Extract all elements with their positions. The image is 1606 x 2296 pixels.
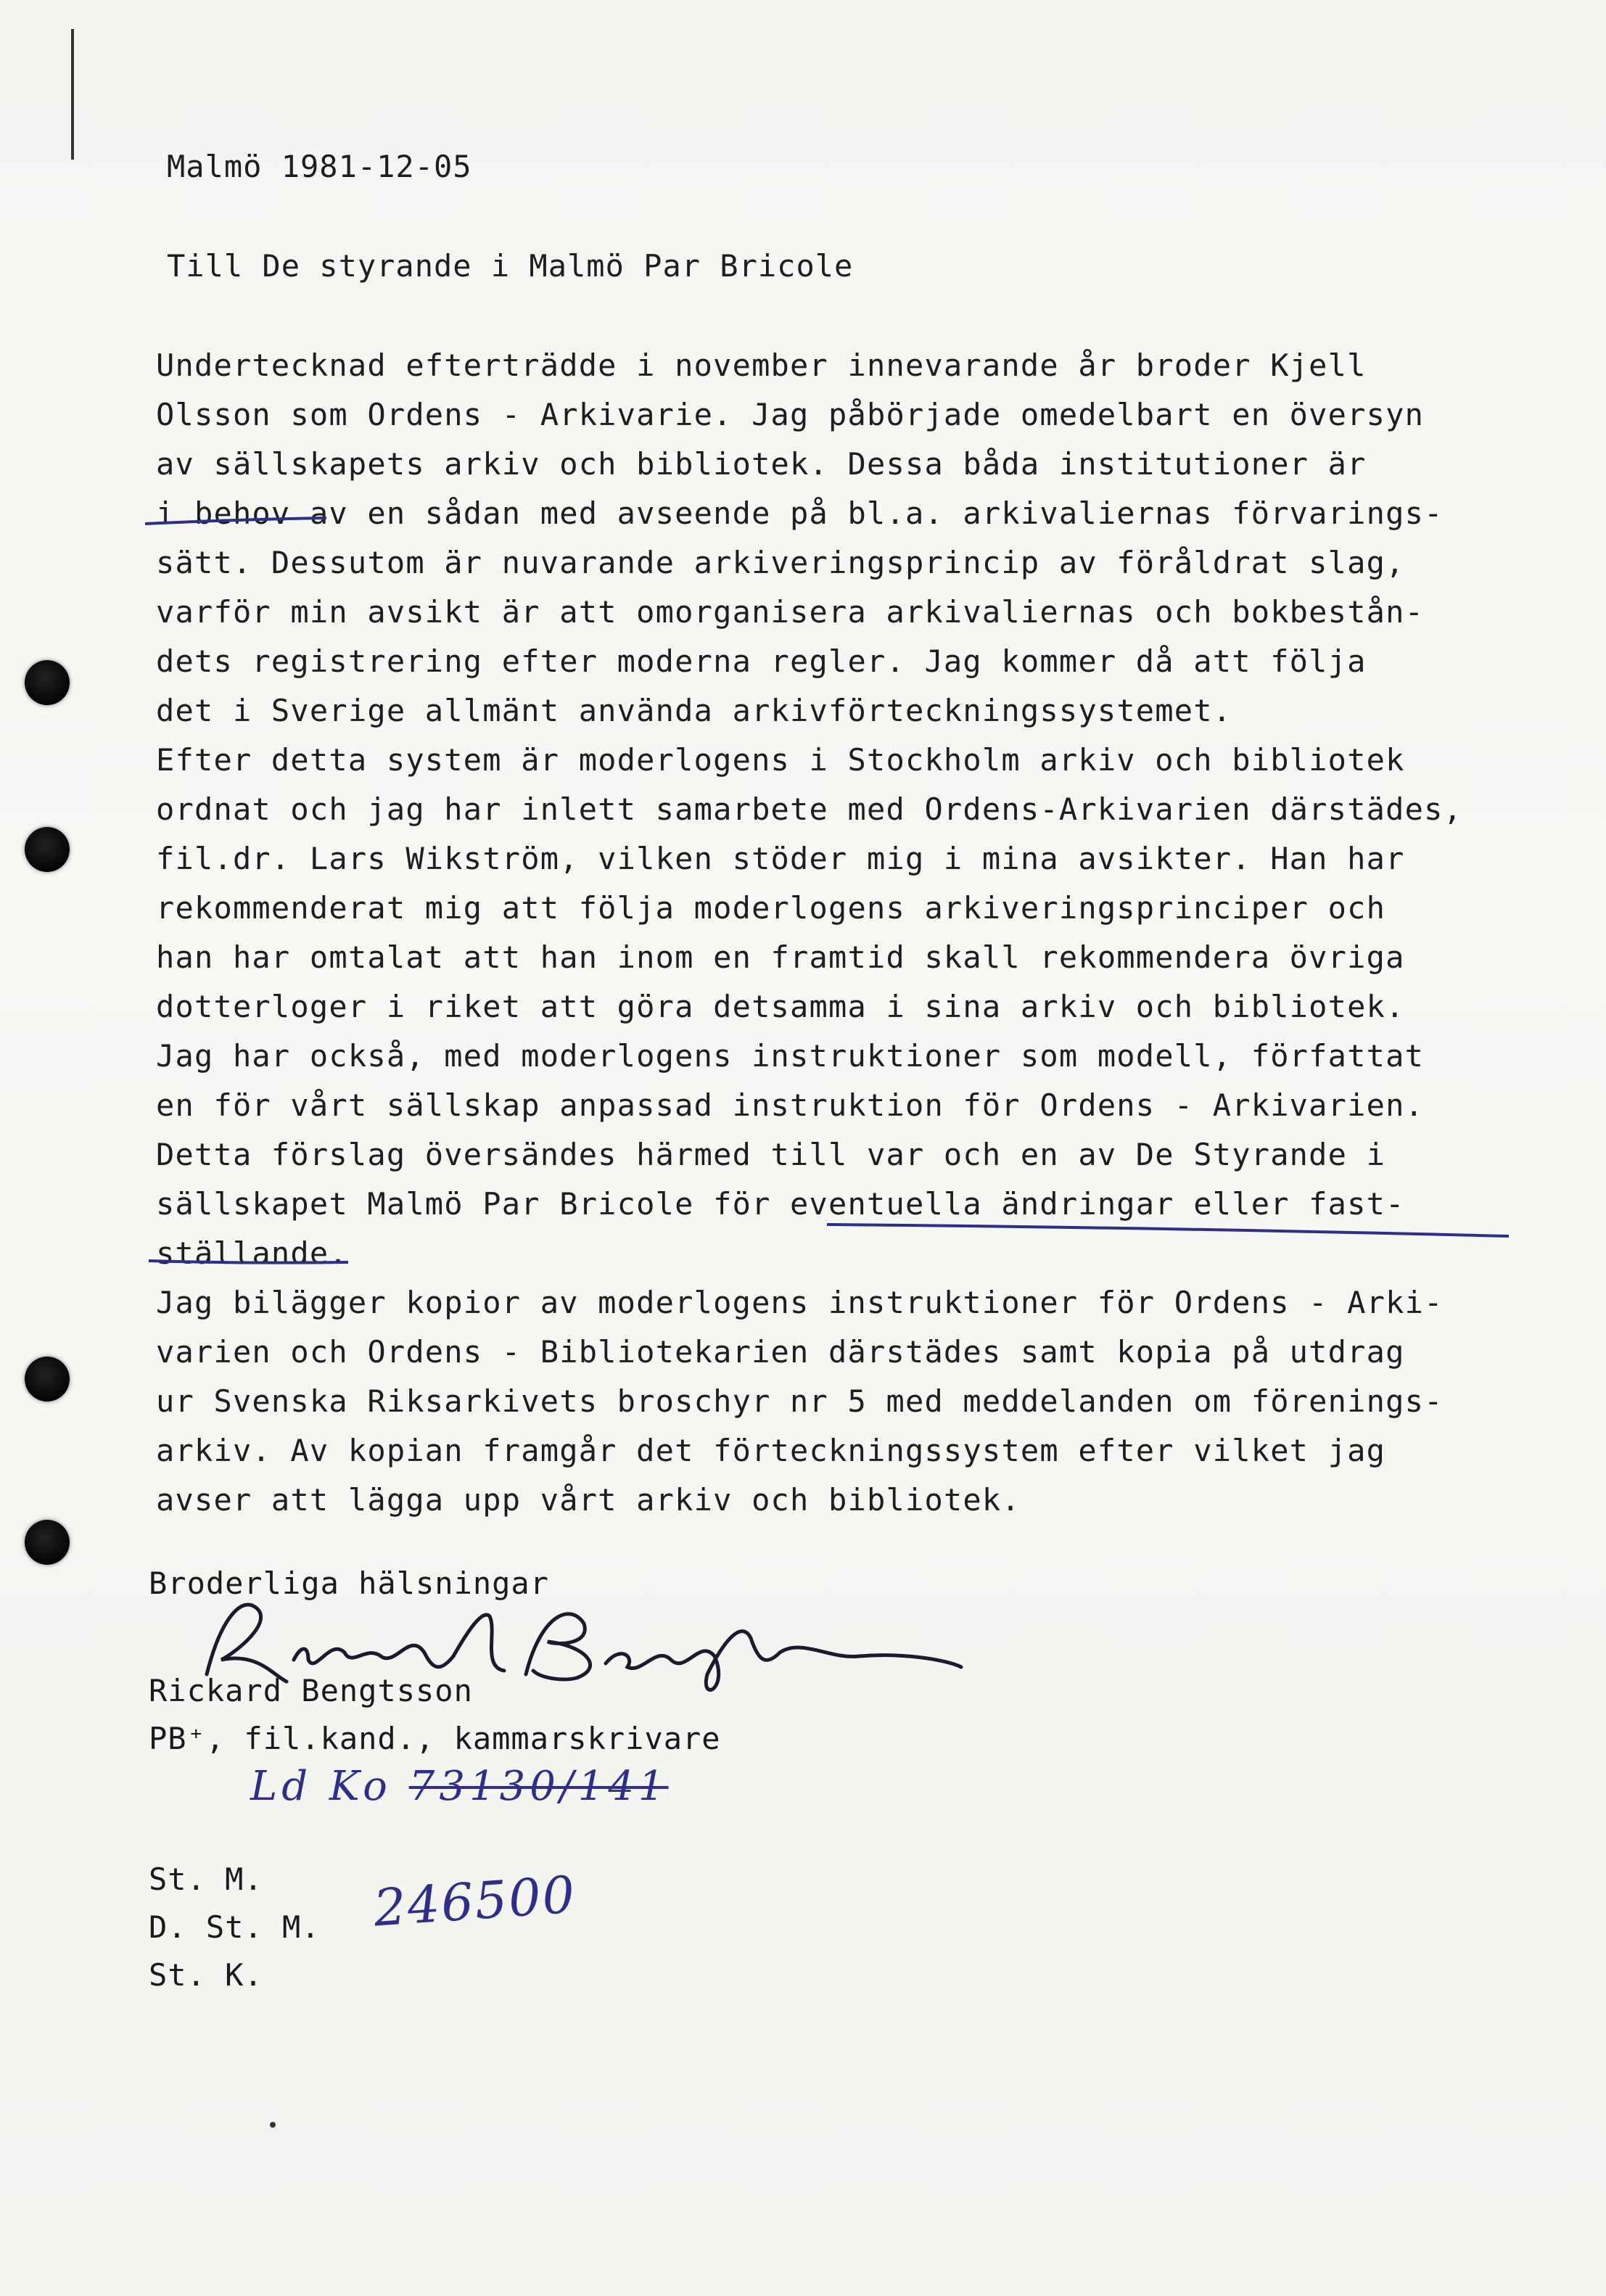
body-line: dets registrering efter moderna regler. Jag kommer då att följa	[156, 643, 1367, 679]
body-line: Detta förslag översändes härmed till var och en av De Styrande i	[156, 1137, 1386, 1172]
body-line: Undertecknad efterträdde i november innevarande år broder Kjell	[156, 347, 1367, 383]
body-line: fil.dr. Lars Wikström, vilken stöder mig i mina avsikter. Han har	[156, 841, 1405, 876]
body-line: han har omtalat att han inom en framtid skall rekommendera övriga	[156, 939, 1405, 975]
body-line: sätt. Dessutom är nuvarande arkiveringsprincip av föråldrat slag,	[156, 545, 1405, 580]
punch-hole	[25, 1520, 70, 1565]
body-line: av sällskapets arkiv och bibliotek. Dessa båda institutioner är	[156, 446, 1367, 482]
closing-greeting: Broderliga hälsningar	[149, 1565, 550, 1601]
cc-item: D. St. M.	[149, 1909, 321, 1945]
body-line: det i Sverige allmänt använda arkivförteckningssystemet.	[156, 693, 1232, 728]
letter-date: Malmö 1981-12-05	[167, 149, 472, 184]
cc-item: St. M.	[149, 1861, 263, 1897]
cc-item: St. K.	[149, 1957, 263, 1993]
stray-dot	[270, 2122, 276, 2128]
handwritten-number: 246500	[371, 1864, 578, 1938]
body-line: avser att lägga upp vårt arkiv och bibliotek.	[156, 1482, 1021, 1518]
body-line: dotterloger i riket att göra detsamma i sina arkiv och bibliotek.	[156, 989, 1405, 1024]
reference-prefix: Ld Ko	[250, 1763, 392, 1810]
margin-mark	[71, 29, 74, 160]
body-line: ordnat och jag har inlett samarbete med Ordens-Arkivarien därstädes,	[156, 791, 1463, 827]
body-line: ur Svenska Riksarkivets broschyr nr 5 med meddelanden om förenings-	[156, 1383, 1444, 1419]
body-line: i behov av en sådan med avseende på bl.a. arkivaliernas förvarings-	[156, 495, 1444, 531]
punch-hole	[25, 1357, 70, 1402]
body-line: Jag bilägger kopior av moderlogens instruktioner för Ordens - Arki-	[156, 1285, 1444, 1320]
reference-struck-number: 73130/141	[408, 1763, 669, 1810]
handwritten-reference	[250, 1763, 669, 1810]
letter-addressee: Till De styrande i Malmö Par Bricole	[167, 248, 854, 284]
signer-name: Rickard Bengtsson	[149, 1673, 473, 1708]
body-line: Jag har också, med moderlogens instruktioner som modell, författat	[156, 1038, 1425, 1074]
signature-block	[149, 1560, 976, 1763]
body-line: rekommenderat mig att följa moderlogens arkiveringsprinciper och	[156, 890, 1386, 926]
body-line: arkiv. Av kopian framgår det förteckningssystem efter vilket jag	[156, 1433, 1386, 1468]
body-line: ställande.	[156, 1235, 348, 1271]
cc-list	[149, 1856, 321, 1999]
punch-hole	[25, 660, 70, 705]
punch-hole	[25, 827, 70, 872]
body-line: Efter detta system är moderlogens i Stockholm arkiv och bibliotek	[156, 742, 1405, 778]
body-line: varför min avsikt är att omorganisera arkivaliernas och bokbestån-	[156, 594, 1425, 630]
body-line: Olsson som Ordens - Arkivarie. Jag påbörjade omedelbart en översyn	[156, 397, 1425, 432]
body-line: sällskapet Malmö Par Bricole för eventuella ändringar eller fast-	[156, 1186, 1405, 1222]
letter-body	[156, 341, 1578, 1525]
signer-title: PB⁺, fil.kand., kammarskrivare	[149, 1721, 721, 1756]
body-line: en för vårt sällskap anpassad instruktion för Ordens - Arkivarien.	[156, 1087, 1425, 1123]
body-line: varien och Ordens - Bibliotekarien därstädes samt kopia på utdrag	[156, 1334, 1405, 1370]
